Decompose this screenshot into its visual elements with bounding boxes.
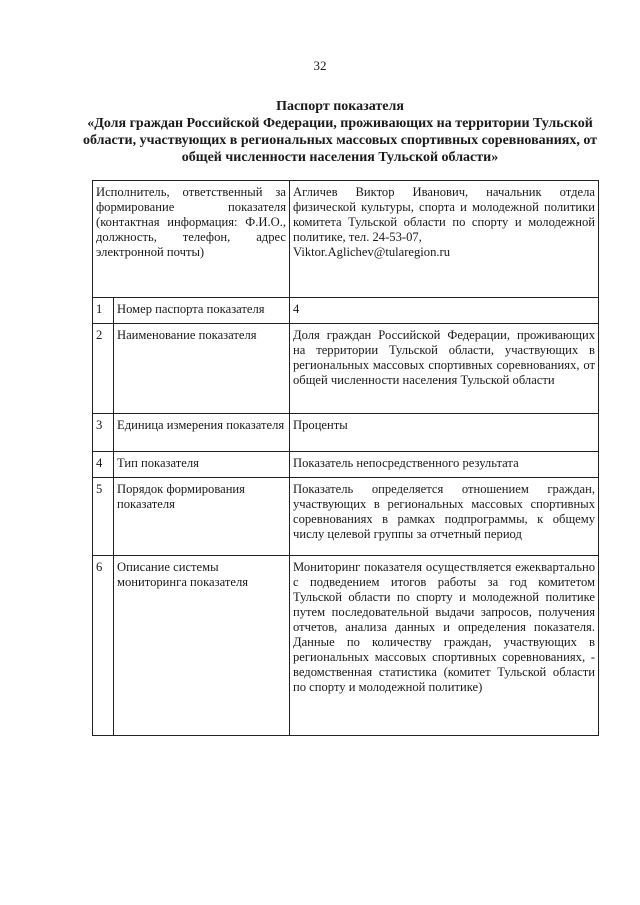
executor-email: Viktor.Aglichev@tularegion.ru <box>293 245 451 259</box>
table-row <box>93 452 599 478</box>
row-number: 6 <box>93 556 114 736</box>
row-value: Показатель определяется отношением граждан, участвующих в региональных массовых спортивных соревнованиях в рамках подпрограммы, к общему числу целевой группы за отчетный период <box>290 478 599 556</box>
row-label: Порядок формирования показателя <box>114 478 290 556</box>
row-value: 4 <box>290 298 599 324</box>
row-number: 4 <box>93 452 114 478</box>
title-line-2: «Доля граждан Российской Федерации, проживающих на территории Тульской области, участвующих в региональных массовых спортивных соревнованиях, от общей численности населения Тульской области» <box>82 116 598 165</box>
table-row <box>93 478 599 556</box>
page-number: 32 <box>313 58 327 73</box>
row-value: Показатель непосредственного результата <box>290 452 599 478</box>
row-label: Наименование показателя <box>114 324 290 414</box>
row-number: 5 <box>93 478 114 556</box>
row-number: 3 <box>93 414 114 452</box>
row-label: Тип показателя <box>114 452 290 478</box>
executor-value-text: Агличев Виктор Иванович, начальник отдела физической культуры, спорта и молодежной политики комитета Тульской области по спорту и молодежной политике, тел. 24-53-07, <box>293 185 595 244</box>
row-number: 1 <box>93 298 114 324</box>
row-label: Номер паспорта показателя <box>114 298 290 324</box>
executor-label: Исполнитель, ответственный за формирование показателя (контактная информация: Ф.И.О., должность, телефон, адрес электронной почты) <box>93 181 290 298</box>
document-title <box>80 98 600 166</box>
title-line-1: Паспорт показателя <box>276 99 404 114</box>
row-value: Проценты <box>290 414 599 452</box>
row-label: Единица измерения показателя <box>114 414 290 452</box>
row-number: 2 <box>93 324 114 414</box>
row-value: Доля граждан Российской Федерации, проживающих на территории Тульской области, участвующих в региональных массовых спортивных соревнованиях, от общей численности населения Тульской области <box>290 324 599 414</box>
row-value: Мониторинг показателя осуществляется ежеквартально с подведением итогов работы за год комитетом Тульской области по спорту и молодежной политике путем последовательной выдачи запросов, получения отчетов, анализа данных и определения показателя. Данные по количеству граждан, участвующих в региональных массовых спортивных соревнованиях, - ведомственная статистика (комитет Тульской области по спорту и молодежной политике) <box>290 556 599 736</box>
table-row-executor <box>93 181 599 298</box>
executor-value <box>290 181 599 298</box>
table-row <box>93 556 599 736</box>
table-row <box>93 324 599 414</box>
table-row <box>93 298 599 324</box>
row-label: Описание системы мониторинга показателя <box>114 556 290 736</box>
indicator-passport-table <box>92 180 599 736</box>
table-row <box>93 414 599 452</box>
